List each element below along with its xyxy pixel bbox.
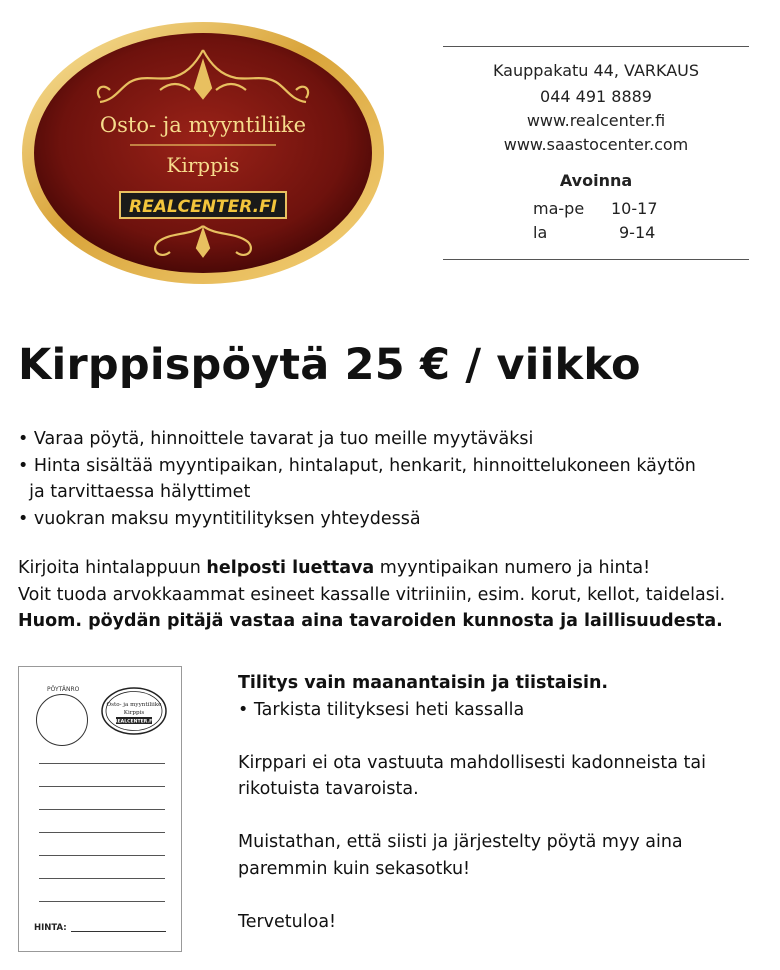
tidy-line-1: Muistathan, että siisti ja järjestelty pöytä myy aina (238, 832, 683, 852)
store-logo (20, 20, 386, 286)
write-line (39, 786, 165, 787)
price-label: HINTA: (34, 923, 67, 933)
opening-hours-title: Avoinna (559, 171, 633, 190)
table-number-label: PÖYTÄNRO (47, 686, 80, 693)
price-tag-illustration (18, 666, 182, 952)
hours-time: 9-14 (619, 223, 656, 242)
write-line (39, 878, 165, 879)
list-item: • Varaa pöytä, hinnoittele tavarat ja tuo meille myytäväksi (18, 429, 534, 449)
settlement-days: Tilitys vain maanantaisin ja tiistaisin. (238, 673, 609, 693)
list-item: • Hinta sisältää myyntipaikan, hintalaput, henkarit, hinnoittelukoneen käytön (18, 455, 696, 476)
write-line (39, 809, 165, 810)
settlement-info (238, 670, 706, 935)
website-link-1[interactable]: www.realcenter.fi (526, 111, 666, 130)
hours-day: la (533, 223, 548, 242)
page-title: Kirppispöytä 25 € / viikko (18, 340, 641, 390)
list-item: • vuokran maksu myyntitilityksen yhteydessä (18, 508, 421, 529)
phone-number: 044 491 8889 (540, 87, 652, 106)
instruction-line-2: Voit tuoda arvokkaammat esineet kassalle vitriiniin, esim. korut, kellot, taidelasi. (18, 584, 726, 605)
logo-line2: Kirppis (166, 153, 240, 177)
write-line (39, 832, 165, 833)
write-line (39, 855, 165, 856)
address: Kauppakatu 44, VARKAUS (492, 61, 700, 80)
website-link-2[interactable]: www.saastocenter.com (503, 135, 689, 154)
welcome-text: Tervetuloa! (238, 911, 337, 932)
liability-line-1: Kirppari ei ota vastuuta mahdollisesti kadonneista tai (238, 752, 706, 773)
hours-time: 10-17 (611, 199, 658, 218)
table-number-circle (36, 694, 88, 746)
instruction-line-3: Huom. pöydän pitäjä vastaa aina tavaroiden kunnosta ja laillisuudesta. (18, 611, 723, 631)
tidy-line-2: paremmin kuin sekasotku! (238, 858, 471, 879)
svg-text:Kirppis: Kirppis (123, 710, 145, 716)
logo-line1: Osto- ja myyntiliike (99, 113, 307, 137)
write-line (39, 901, 165, 902)
hours-day: ma-pe (533, 199, 585, 218)
feature-list (18, 426, 696, 532)
svg-text:REALCENTER.FI: REALCENTER.FI (114, 719, 154, 725)
svg-text:Osto- ja myyntiliike: Osto- ja myyntiliike (106, 702, 162, 708)
list-item: ja tarvittaessa hälyttimet (18, 482, 251, 502)
price-line (71, 931, 166, 932)
instructions-paragraph (18, 555, 725, 635)
mini-logo (101, 687, 167, 735)
liability-line-2: rikotuista tavaroista. (238, 779, 419, 799)
instruction-line-1: Kirjoita hintalappuun helposti luettava myyntipaikan numero ja hinta! (18, 558, 651, 578)
contact-info-box (443, 46, 749, 260)
write-line (39, 763, 165, 764)
check-settlement: • Tarkista tilityksesi heti kassalla (238, 699, 525, 720)
logo-badge: REALCENTER.FI (128, 197, 278, 217)
